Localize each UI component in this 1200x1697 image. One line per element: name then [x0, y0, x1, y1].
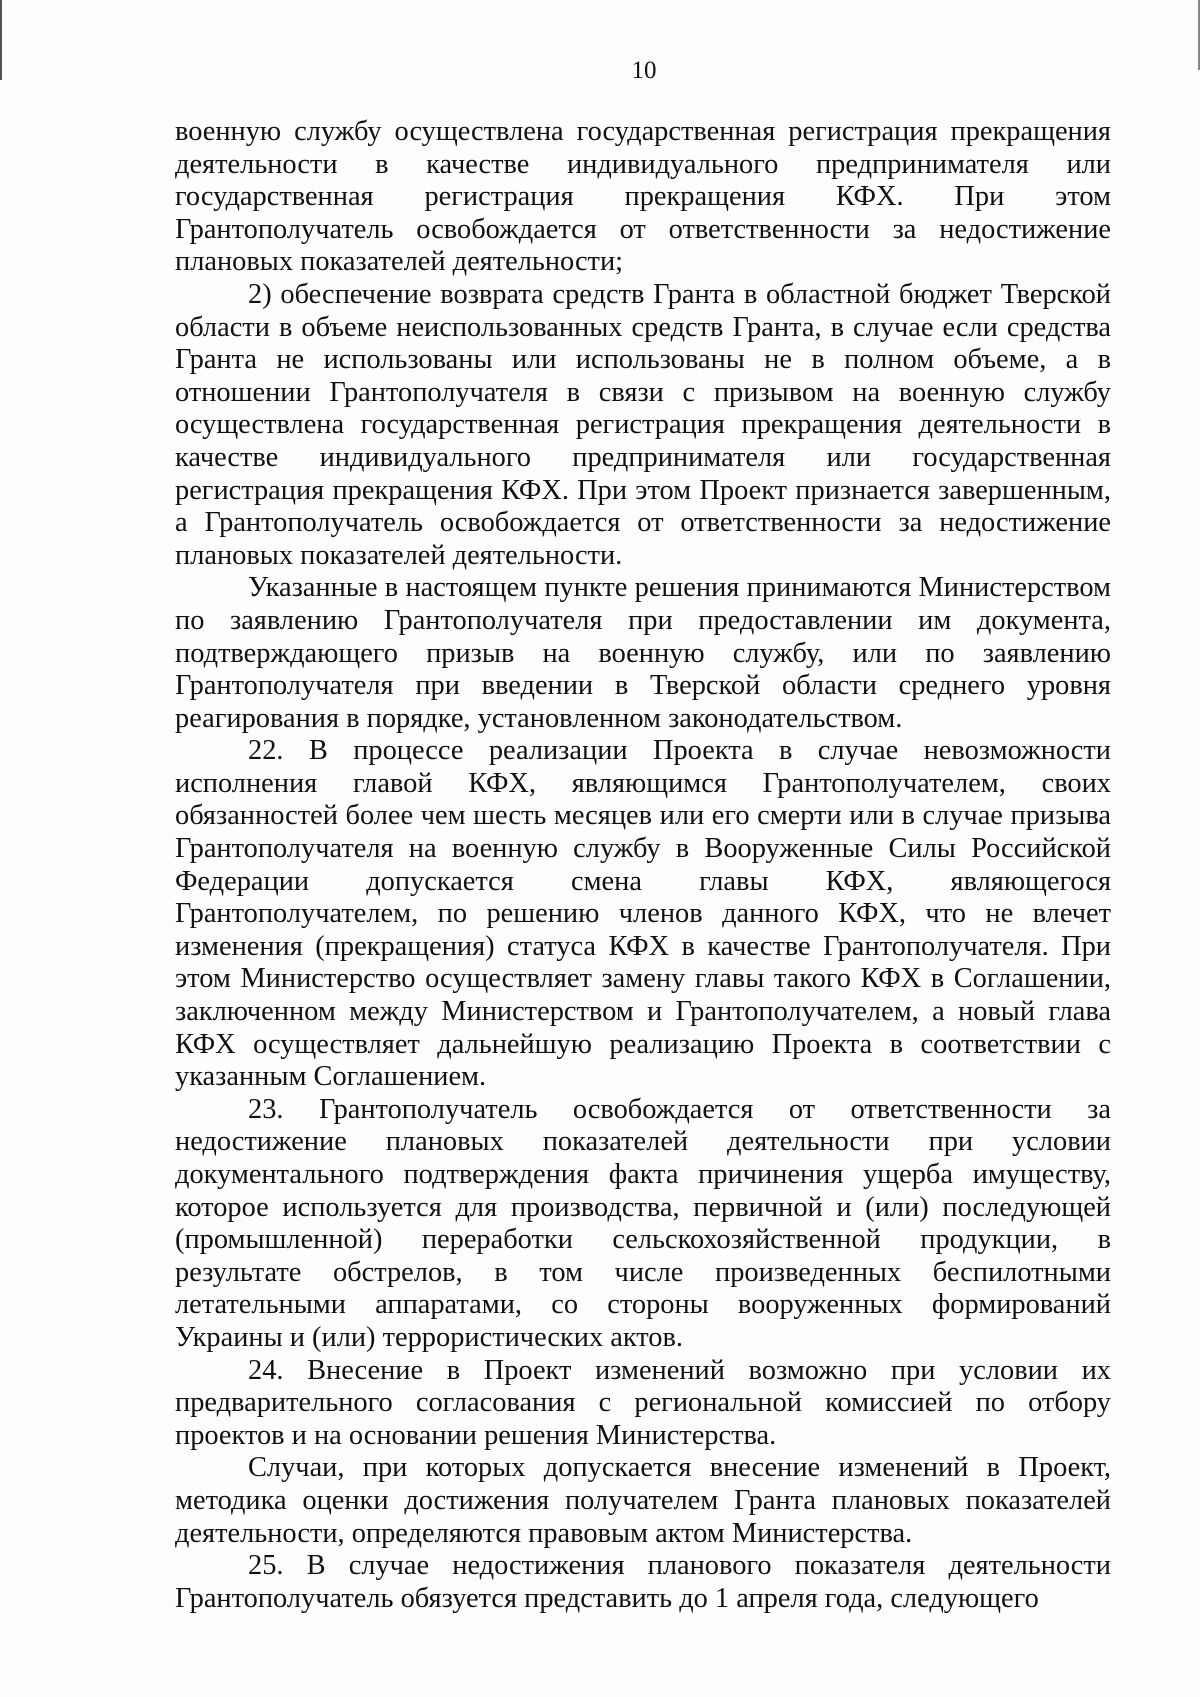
paragraph-item-2: 2) обеспечение возврата средств Гранта в областной бюджет Тверской области в объеме неиспользованных средств Гранта, в случае если средства Гранта не использованы или использованы не в полном объеме, а в отношении Грантополучателя в связи с призывом на военную службу осуществлена государственная регистрация прекращения деятельности в качестве индивидуального предпринимателя или государственная регистрация прекращения КФХ. При этом Проект признается завершенным, а Грантополучатель освобождается от ответственности за недостижение плановых показателей деятельности. [175, 278, 1111, 571]
paragraph-decisions: Указанные в настоящем пункте решения принимаются Министерством по заявлению Грантополучателя при предоставлении им документа, подтверждающего призыв на военную службу, или по заявлению Грантополучателя при введении в Тверской области среднего уровня реагирования в порядке, установленном законодательством. [175, 572, 1111, 734]
paragraph-23: 23. Грантополучатель освобождается от ответственности за недостижение плановых показателей деятельности при условии документального подтверждения факта причинения ущерба имуществу, которое используется для производства, первичной и (или) последующей (промышленной) переработки сельскохозяйственной продукции, в результате обстрелов, в том числе произведенных беспилотными летательными аппаратами, со стороны вооруженных формирований Украины и (или) террористических актов. [175, 1093, 1111, 1353]
paragraph-changes: Случаи, при которых допускается внесение изменений в Проект, методика оценки достижения получателем Гранта плановых показателей деятельности, определяются правовым актом Министерства. [175, 1452, 1111, 1549]
paragraph-25: 25. В случае недостижения планового показателя деятельности Грантополучатель обязуется представить до 1 апреля года, следующего [175, 1550, 1111, 1614]
document-body [175, 116, 1111, 1615]
page-number: 10 [631, 57, 657, 84]
paragraph-continuation: военную службу осуществлена государственная регистрация прекращения деятельности в качестве индивидуального предпринимателя или государственная регистрация прекращения КФХ. При этом Грантополучатель освобождается от ответственности за недостижение плановых показателей деятельности; [175, 116, 1111, 278]
paragraph-24: 24. Внесение в Проект изменений возможно при условии их предварительного согласования с региональной комиссией по отбору проектов и на основании решения Министерства. [175, 1354, 1111, 1451]
paragraph-22: 22. В процессе реализации Проекта в случае невозможности исполнения главой КФХ, являющимся Грантополучателем, своих обязанностей более чем шесть месяцев или его смерти или в случае призыва Грантополучателя на военную службу в Вооруженные Силы Российской Федерации допускается смена главы КФХ, являющегося Грантополучателем, по решению членов данного КФХ, что не влечет изменения (прекращения) статуса КФХ в качестве Грантополучателя. При этом Министерство осуществляет замену главы такого КФХ в Соглашении, заключенном между Министерством и Грантополучателем, а новый глава КФХ осуществляет дальнейшую реализацию Проекта в соответствии с указанным Соглашением. [175, 735, 1111, 1093]
